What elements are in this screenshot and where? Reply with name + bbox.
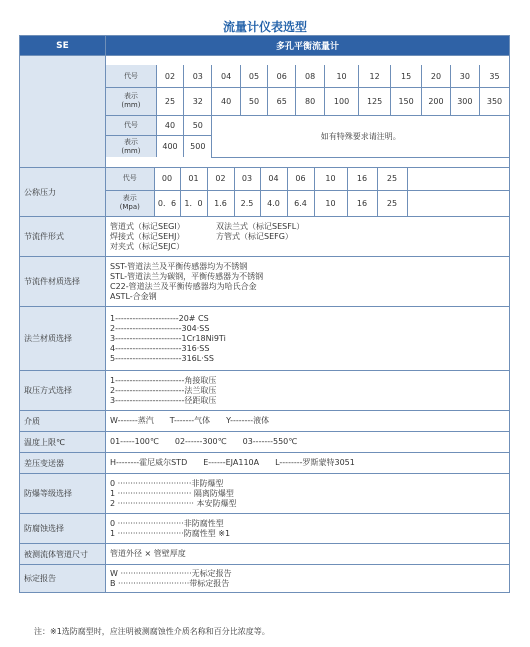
corrosion-row [20,514,510,544]
corrosion-label: 防腐蚀选择 [20,514,106,544]
size-code: 35 [480,65,509,87]
medium-row [20,411,510,432]
header-row [20,36,510,56]
throttle-material-option: STL-管道法兰为碳钢，平衡传感器为不锈钢 [110,271,264,281]
size-value: 25 [156,87,183,115]
pressure-empty-cell [407,190,510,216]
page-title: 流量计仪表选型 [222,20,307,34]
pressure-code: 04 [260,168,287,190]
transmitter-row [20,453,510,474]
throttle-material-row [20,257,510,307]
pipe-size-text: 管道外径 × 管壁厚度 [106,544,510,565]
flange-material-option: 4-----------------------316·SS [110,343,210,353]
special-note: 如有特殊要求请注明。 [212,115,509,157]
medium-options: W-------蒸汽 T-------气体 Y--------液体 [106,411,510,432]
size-value: 50 [240,87,267,115]
pressure-code: 01 [180,168,207,190]
pressure-tap-option: 3------------------------径距取压 [110,395,217,405]
throttle-form-option: 焊接式（标记SEHJ） [110,231,185,241]
throttle-material-option: SST-管道法兰及平衡传感器均为不锈钢 [110,261,248,271]
size-value-row [106,87,509,115]
flange-material-option: 1----------------------20# CS [110,313,209,323]
temp-label: 温度上限℃ [20,432,106,453]
flange-material-label: 法兰材质选择 [20,307,106,371]
throttle-material-option: C22-管道法兰及平衡传感器均为哈氏合金 [110,281,257,291]
size2-value: 500 [184,135,212,157]
corrosion-option: 1 ··························防腐性型 ※1 [110,528,231,538]
transmitter-options: H--------霍尼威尔STD E------EJA110A L--------罗斯蒙特3051 [106,453,510,474]
pressure-row [20,168,510,217]
throttle-material-option: ASTL-合金钢 [110,291,157,301]
explosion-option: 2 ······························ 本安防爆型 [110,498,237,508]
size-value: 300 [450,87,479,115]
corrosion-options [106,514,510,544]
corrosion-option: 0 ··························非防腐性型 [110,518,224,528]
throttle-form-option: 方管式（标记SEFG） [216,231,293,241]
size-code: 12 [359,65,390,87]
size-value-label: 表示 (mm) [106,87,156,115]
flange-material-option: 2-----------------------304·SS [110,323,210,333]
pressure-value: 1.6 [207,190,234,216]
throttle-form-col1 [110,222,210,252]
pressure-tap-options [106,371,510,411]
throttle-form-row [20,217,510,257]
pipe-size-label: 被测流体管道尺寸 [20,544,106,565]
pressure-grid [106,168,510,216]
size-value: 350 [480,87,509,115]
size-value: 40 [212,87,240,115]
explosion-options [106,474,510,514]
size2-code-label: 代号 [106,115,156,135]
pressure-code: 06 [287,168,314,190]
pressure-value: 2.5 [234,190,260,216]
pressure-tap-row [20,371,510,411]
pressure-code: 00 [154,168,180,190]
size-code: 10 [324,65,359,87]
throttle-form-col2 [216,222,310,252]
pressure-value: 10 [314,190,347,216]
pressure-value-row [106,190,510,216]
size2-value: 400 [156,135,183,157]
size-code-label: 代号 [106,65,156,87]
size-code: 02 [156,65,183,87]
pressure-value: 1．0 [180,190,207,216]
header-product: 多孔平衡流量计 [106,36,510,56]
throttle-form-label: 节流件形式 [20,217,106,257]
pressure-code: 25 [377,168,407,190]
size-section [20,56,510,168]
size-value: 200 [422,87,450,115]
pressure-label: 公称压力 [20,168,106,217]
calibration-label: 标定报告 [20,565,106,593]
pressure-tap-option: 1------------------------角接取压 [110,375,217,385]
pressure-value: 4.0 [260,190,287,216]
pressure-value: 25 [377,190,407,216]
explosion-row [20,474,510,514]
pressure-code: 16 [347,168,377,190]
throttle-form-option: 双法兰式（标记SESFL） [216,221,305,231]
transmitter-label: 差压变送器 [20,453,106,474]
size-code: 03 [184,65,212,87]
size-code-row [106,65,509,87]
explosion-option: 0 ·····························非防爆型 [110,478,224,488]
calibration-option: W ····························无标定报告 [110,568,232,578]
pressure-code-label: 代号 [106,168,154,190]
temp-options: 01-----100℃ 02------300℃ 03-------550℃ [106,432,510,453]
size-code: 15 [390,65,421,87]
size-grid [106,65,509,158]
flange-material-options [106,307,510,371]
flange-material-row [20,307,510,371]
pressure-code-row [106,168,510,190]
size-value: 65 [268,87,296,115]
throttle-material-options [106,257,510,307]
size2-value-label: 表示 (mm) [106,135,156,157]
size-value: 125 [359,87,390,115]
throttle-form-option: 管道式（标记SEGI） [110,221,185,231]
pressure-code: 03 [234,168,260,190]
calibration-option: B ····························带标定报告 [110,578,230,588]
size-code: 06 [268,65,296,87]
temp-row [20,432,510,453]
size-label-cell [20,56,106,168]
flange-material-option: 3-----------------------1Cr18Ni9Ti [110,333,226,343]
size-value: 32 [184,87,212,115]
pipe-size-row [20,544,510,565]
size-value: 100 [324,87,359,115]
pressure-value: 0．6 [154,190,180,216]
explosion-label: 防爆等级选择 [20,474,106,514]
size-code: 04 [212,65,240,87]
pressure-tap-option: 2------------------------法兰取压 [110,385,217,395]
footnote: 注：※1选防腐型时，应注明被测腐蚀性介质名称和百分比浓度等。 [34,627,270,636]
calibration-row [20,565,510,593]
size-code: 30 [450,65,479,87]
pressure-value: 6.4 [287,190,314,216]
size2-code: 50 [184,115,212,135]
throttle-form-option: 对夹式（标记SEJC） [110,241,185,251]
size-code: 20 [422,65,450,87]
pressure-tap-label: 取压方式选择 [20,371,106,411]
pressure-empty-cell [407,168,510,190]
pressure-code: 10 [314,168,347,190]
size2-code: 40 [156,115,183,135]
explosion-option: 1 ····························· 隔离防爆型 [110,488,234,498]
size-code: 08 [296,65,324,87]
pressure-value: 16 [347,190,377,216]
header-model: SE [20,36,106,56]
calibration-options [106,565,510,593]
medium-label: 介质 [20,411,106,432]
pressure-value-label: 表示 (Mpa) [106,190,154,216]
flange-material-option: 5-----------------------316L·SS [110,353,214,363]
size-code: 05 [240,65,267,87]
selection-table [19,35,510,593]
pressure-code: 02 [207,168,234,190]
size-value: 150 [390,87,421,115]
size-value: 80 [296,87,324,115]
throttle-material-label: 节流件材质选择 [20,257,106,307]
